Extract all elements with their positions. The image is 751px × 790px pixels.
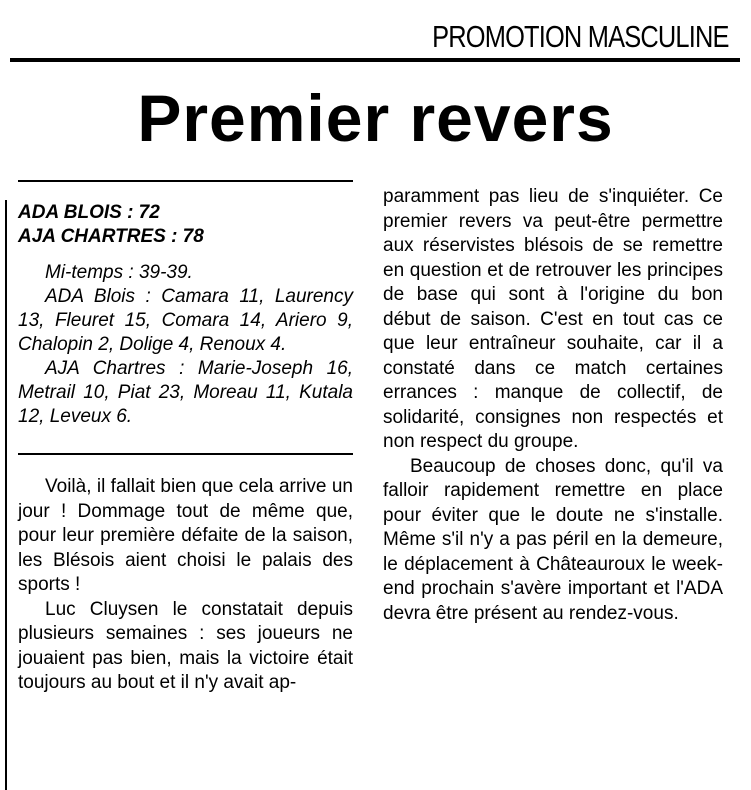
score-team2: AJA CHARTRES : 78 xyxy=(18,226,204,247)
article-paragraph-1: Voilà, il fallait bien que cela arrive un jour ! Dommage tout de même que, pour leur première défaite de la saison, les Blésois aient choisi le palais des sports ! xyxy=(18,476,353,595)
details-bottom-rule xyxy=(18,453,353,455)
section-label: PROMOTION MASCULINE xyxy=(432,19,729,54)
article-body-right xyxy=(383,185,723,626)
score-team1: ADA BLOIS : 72 xyxy=(18,202,160,223)
article-paragraph-2-end: paramment pas lieu de s'inquiéter. Ce premier revers va peut-être permettre aux réservistes blésois de se remettre en question et de retrouver les principes de base qui sont à l'origine du bon début de saison. C'est en tout cas ce que leur entraîneur souhaite, car il a constaté dans ce match certaines errances : manque de collectif, de solidarité, consignes non respectés et non respect du groupe. xyxy=(383,186,723,452)
column-top-rule xyxy=(18,180,353,182)
chartres-scorers: AJA Chartres : Marie-Joseph 16, Metrail 10, Piat 23, Moreau 11, Kutala 12, Leveux 6. xyxy=(18,358,353,427)
column-border xyxy=(5,200,7,790)
match-details xyxy=(18,261,353,429)
blois-scorers: ADA Blois : Camara 11, Laurency 13, Fleuret 15, Comara 14, Ariero 9, Chalopin 2, Dolige 4, Renoux 4. xyxy=(18,286,353,355)
article-body-left xyxy=(18,475,353,696)
left-column xyxy=(18,180,353,696)
halftime-score: Mi-temps : 39-39. xyxy=(45,262,193,283)
header-rule xyxy=(10,58,740,62)
article-paragraph-2-start: Luc Cluysen le constatait depuis plusieurs semaines : ses joueurs ne jouaient pas bien, mais la victoire était toujours au bout et il n'y avait ap- xyxy=(18,598,353,693)
right-column xyxy=(383,185,723,626)
article-paragraph-3: Beaucoup de choses donc, qu'il va falloir rapidement remettre en place pour éviter que le doute ne s'installe. Même s'il n'y a pas péril en la demeure, le déplacement à Châteauroux le week-end prochain s'avère important et l'ADA devra être présent au rendez-vous. xyxy=(383,455,723,624)
headline: Premier revers xyxy=(137,81,614,155)
score-block xyxy=(18,201,353,249)
